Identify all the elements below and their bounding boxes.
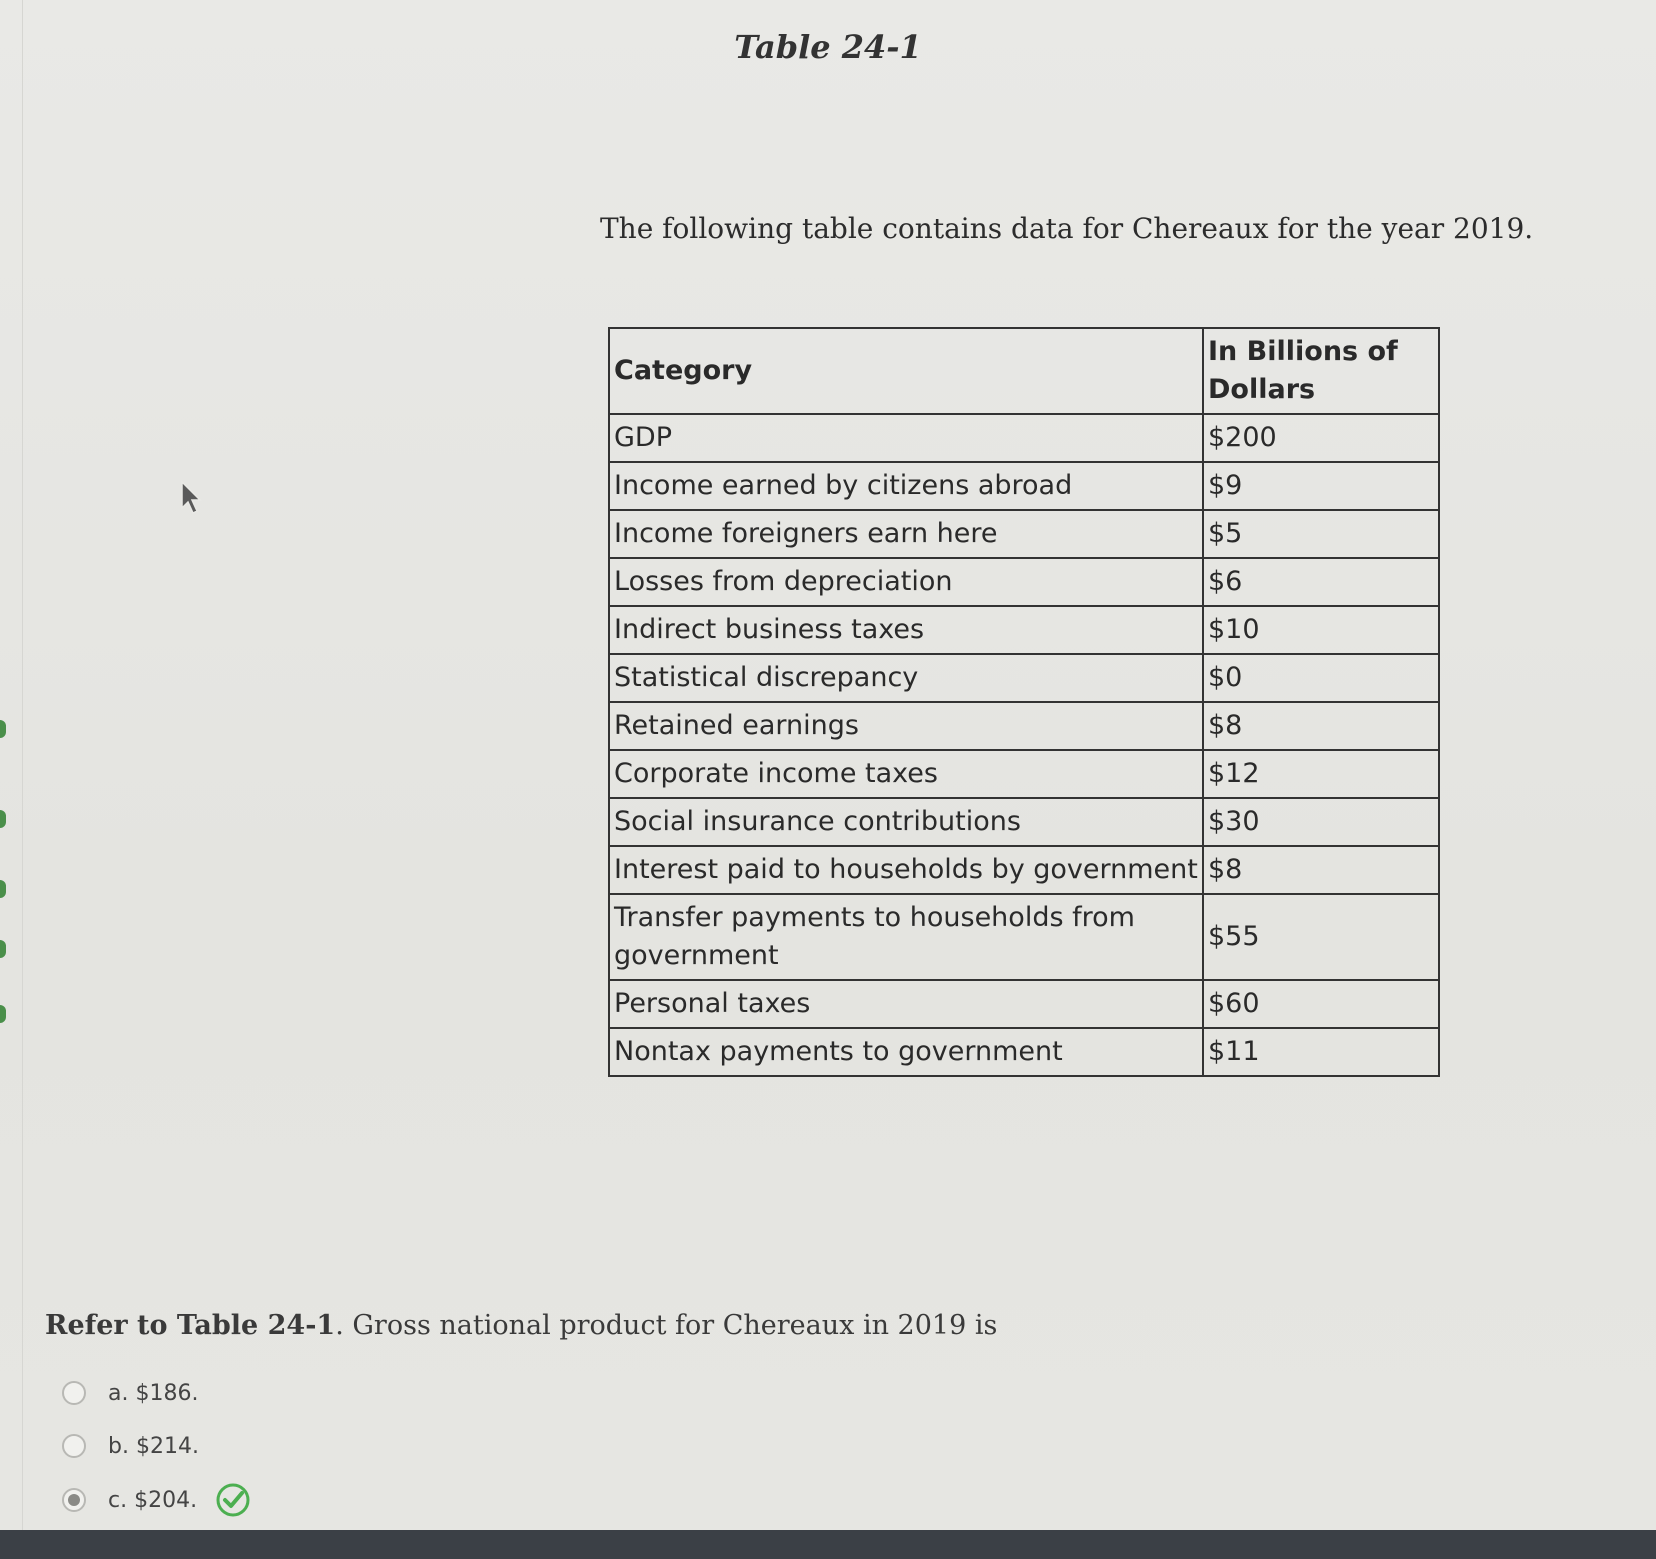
question-text — [45, 1310, 997, 1341]
question-reference: Refer to Table 24-1 — [45, 1310, 336, 1341]
row-category: Retained earnings — [609, 702, 1203, 750]
row-value: $0 — [1203, 654, 1439, 702]
row-value: $8 — [1203, 846, 1439, 894]
option-label: c. $204. — [108, 1487, 198, 1513]
table-row — [609, 798, 1439, 846]
mouse-cursor-icon — [180, 480, 204, 516]
bottom-bar — [0, 1530, 1656, 1559]
question-body: . Gross national product for Chereaux in 2019 is — [335, 1310, 998, 1341]
row-value: $12 — [1203, 750, 1439, 798]
row-category: Corporate income taxes — [609, 750, 1203, 798]
row-category: Nontax payments to government — [609, 1028, 1203, 1076]
rail-marker — [0, 940, 6, 958]
row-value: $8 — [1203, 702, 1439, 750]
row-value: $30 — [1203, 798, 1439, 846]
correct-check-icon — [215, 1482, 251, 1518]
table-header-row — [609, 328, 1439, 414]
table-row — [609, 894, 1439, 980]
row-category: Transfer payments to households from government — [609, 894, 1203, 980]
radio-button[interactable] — [62, 1381, 86, 1405]
row-category: Income earned by citizens abroad — [609, 462, 1203, 510]
table-row — [609, 750, 1439, 798]
row-category: Social insurance contributions — [609, 798, 1203, 846]
row-value: $10 — [1203, 606, 1439, 654]
row-category: Indirect business taxes — [609, 606, 1203, 654]
row-category: GDP — [609, 414, 1203, 462]
left-rail — [0, 0, 23, 1530]
row-value: $55 — [1203, 894, 1439, 980]
radio-button-selected[interactable] — [62, 1488, 86, 1512]
table-row — [609, 558, 1439, 606]
header-value: In Billions of Dollars — [1203, 328, 1439, 414]
answer-option-b[interactable] — [62, 1429, 199, 1463]
table-row — [609, 510, 1439, 558]
answer-option-c[interactable] — [62, 1483, 251, 1517]
table-row — [609, 462, 1439, 510]
row-value: $6 — [1203, 558, 1439, 606]
table-row — [609, 654, 1439, 702]
row-value: $5 — [1203, 510, 1439, 558]
table-row — [609, 846, 1439, 894]
answer-option-a[interactable] — [62, 1376, 198, 1410]
rail-marker — [0, 1005, 6, 1023]
rail-marker — [0, 880, 6, 898]
row-value: $11 — [1203, 1028, 1439, 1076]
rail-marker — [0, 720, 6, 738]
header-category: Category — [609, 328, 1203, 414]
row-category: Interest paid to households by government — [609, 846, 1203, 894]
option-label: b. $214. — [108, 1433, 199, 1459]
table-row — [609, 414, 1439, 462]
row-value: $9 — [1203, 462, 1439, 510]
row-value: $200 — [1203, 414, 1439, 462]
row-category: Personal taxes — [609, 980, 1203, 1028]
table-row — [609, 980, 1439, 1028]
rail-marker — [0, 810, 6, 828]
row-value: $60 — [1203, 980, 1439, 1028]
table-row — [609, 606, 1439, 654]
table-intro: The following table contains data for Chereaux for the year 2019. — [600, 212, 1534, 245]
radio-button[interactable] — [62, 1434, 86, 1458]
table-row — [609, 702, 1439, 750]
data-table — [608, 327, 1440, 1077]
row-category: Losses from depreciation — [609, 558, 1203, 606]
row-category: Statistical discrepancy — [609, 654, 1203, 702]
row-category: Income foreigners earn here — [609, 510, 1203, 558]
option-label: a. $186. — [108, 1380, 199, 1406]
table-title: Table 24-1 — [734, 28, 922, 66]
table-row — [609, 1028, 1439, 1076]
